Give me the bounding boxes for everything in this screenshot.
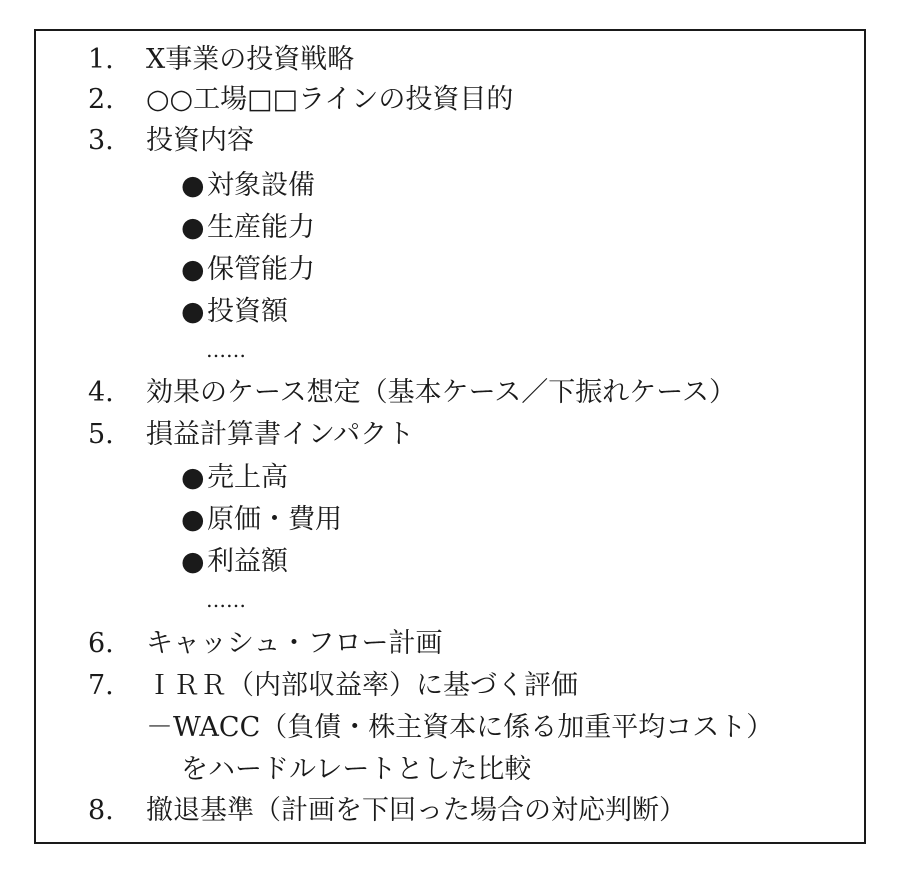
sub-item-text: 投資額 — [207, 296, 288, 327]
sub-item-text: 利益額 — [207, 546, 288, 577]
outline-item-3 — [88, 125, 254, 157]
item-text: ＩＲＲ（内部収益率）に基づく評価 — [146, 670, 578, 701]
sub-item-profit — [181, 546, 288, 578]
item-number: 2. — [88, 84, 114, 115]
item-number: 8. — [88, 795, 114, 826]
sub-item-production-capacity — [181, 212, 315, 244]
item-text: ○○工場□□ラインの投資目的 — [146, 84, 514, 115]
item-text: X事業の投資戦略 — [146, 44, 355, 75]
bullet-icon: ● — [181, 212, 205, 243]
item-number: 6. — [88, 628, 114, 659]
sub-item-investment-amount — [181, 296, 288, 328]
sub-item-cost-expenses — [181, 504, 342, 536]
bullet-icon: ● — [181, 254, 205, 285]
item-text: 効果のケース想定（基本ケース／下振れケース） — [146, 377, 736, 408]
bullet-icon: ● — [181, 546, 205, 577]
item-text: 投資内容 — [146, 125, 254, 156]
outline-item-4 — [88, 377, 736, 409]
sub-item-ellipsis: …… — [206, 588, 246, 612]
sub-item-text: 原価・費用 — [207, 504, 342, 535]
outline-item-6 — [88, 628, 442, 660]
sub-item-text: 保管能力 — [207, 254, 315, 285]
sub-item-target-equipment — [181, 170, 315, 202]
item-7-detail-line-1: －WACC（負債・株主資本に係る加重平均コスト） — [146, 712, 774, 743]
outline-item-8 — [88, 795, 686, 827]
bullet-icon: ● — [181, 504, 205, 535]
item-7-detail-line-2: をハードルレートとした比較 — [181, 754, 532, 785]
sub-item-sales — [181, 462, 288, 494]
item-text: 撤退基準（計画を下回った場合の対応判断） — [146, 795, 686, 826]
item-number: 4. — [88, 377, 114, 408]
sub-item-ellipsis: …… — [206, 338, 246, 362]
item-number: 1. — [88, 44, 114, 75]
bullet-icon: ● — [181, 296, 205, 327]
outline-item-2 — [88, 84, 513, 116]
outline-item-7 — [88, 670, 578, 702]
bullet-icon: ● — [181, 462, 205, 493]
sub-item-text: 生産能力 — [207, 212, 315, 243]
item-number: 5. — [88, 419, 114, 450]
item-number: 3. — [88, 125, 114, 156]
outline-item-1 — [88, 44, 354, 76]
outline-item-5 — [88, 419, 414, 451]
item-text: キャッシュ・フロー計画 — [146, 628, 443, 659]
bullet-icon: ● — [181, 170, 205, 201]
item-text: 損益計算書インパクト — [146, 419, 415, 450]
sub-item-storage-capacity — [181, 254, 315, 286]
sub-item-text: 対象設備 — [207, 170, 315, 201]
sub-item-text: 売上高 — [207, 462, 288, 493]
item-number: 7. — [88, 670, 114, 701]
